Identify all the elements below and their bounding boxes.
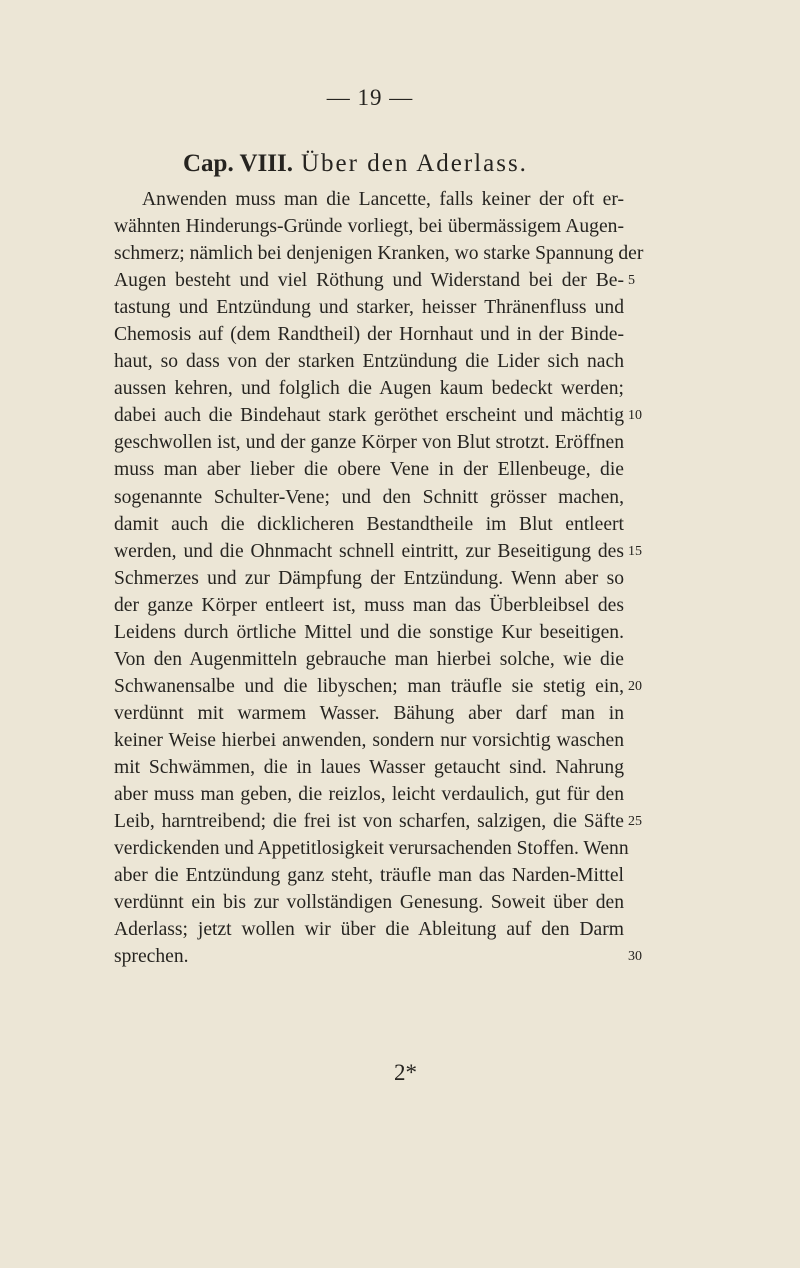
text-line — [114, 619, 624, 646]
text-line-content: verdünnt ein bis zur vollständigen Genesung. Soweit über den — [114, 892, 624, 914]
text-line — [114, 375, 624, 402]
line-number: 30 — [628, 949, 642, 965]
text-line-content: dabei auch die Bindehaut stark geröthet erscheint und mächtig — [114, 405, 624, 427]
text-line-content: aber die Entzündung ganz steht, träufle man das Narden-Mittel — [114, 865, 624, 887]
text-line-content: sogenannte Schulter-Vene; und den Schnitt grösser machen, — [114, 486, 624, 508]
text-line — [114, 538, 642, 565]
text-line-content: verdickenden und Appetitlosigkeit verursachenden Stoffen. Wenn — [114, 838, 629, 860]
text-line-content: Augen besteht und viel Röthung und Widerstand bei der Be- — [114, 270, 624, 292]
text-line-content: Schwanensalbe und die libyschen; man träufle sie stetig ein, — [114, 675, 624, 697]
text-line-content: damit auch die dicklicheren Bestandtheile im Blut entleert — [114, 513, 624, 535]
text-line — [114, 213, 624, 240]
text-line-content: haut, so dass von der starken Entzündung die Lider sich nach — [114, 351, 624, 373]
text-line — [114, 835, 629, 862]
chapter-number: Cap. VIII. — [183, 150, 293, 177]
text-line-content: wähnten Hinderungs-Gründe vorliegt, bei übermässigem Augen- — [114, 216, 624, 238]
text-line — [114, 700, 624, 727]
text-line — [114, 862, 624, 889]
text-line-content: Anwenden muss man die Lancette, falls keiner der oft er- — [142, 189, 624, 210]
chapter-title: Über den Aderlass. — [301, 150, 528, 177]
text-line-content: keiner Weise hierbei anwenden, sondern nur vorsichtig waschen — [114, 729, 624, 751]
text-line-content: sprechen. — [114, 946, 189, 968]
text-line-content: Aderlass; jetzt wollen wir über die Ableitung auf den Darm — [114, 919, 624, 941]
text-line — [114, 511, 624, 538]
line-number: 5 — [628, 273, 635, 289]
line-number: 25 — [628, 814, 642, 830]
text-line-content: aussen kehren, und folglich die Augen kaum bedeckt werden; — [114, 378, 624, 400]
text-line — [114, 456, 624, 483]
line-number: 20 — [628, 678, 642, 694]
text-line — [114, 808, 642, 835]
text-line-content: Chemosis auf (dem Randtheil) der Hornhaut und in der Binde- — [114, 324, 624, 346]
text-line-content: muss man aber lieber die obere Vene in der Ellenbeuge, die — [114, 459, 624, 481]
line-number: 15 — [628, 543, 642, 559]
text-line — [114, 267, 635, 294]
text-line-content: tastung und Entzündung und starker, heisser Thränenfluss und — [114, 297, 624, 319]
text-line — [114, 565, 624, 592]
text-line — [114, 673, 642, 700]
text-line — [114, 592, 624, 619]
text-line-content: werden, und die Ohnmacht schnell eintritt, zur Beseitigung des — [114, 540, 624, 562]
text-line — [114, 402, 642, 429]
signature-mark: 2* — [394, 1060, 417, 1085]
text-line-content: Schmerzes und zur Dämpfung der Entzündung. Wenn aber so — [114, 567, 624, 589]
text-line — [114, 484, 624, 511]
text-line-content: Von den Augenmitteln gebrauche man hierbei solche, wie die — [114, 648, 624, 670]
text-line — [114, 727, 624, 754]
text-line-content: verdünnt mit warmem Wasser. Bähung aber darf man in — [114, 702, 624, 724]
text-line-content: schmerz; nämlich bei denjenigen Kranken, wo starke Spannung der — [114, 243, 644, 265]
text-line — [114, 943, 642, 970]
text-line — [114, 754, 624, 781]
text-line — [114, 646, 624, 673]
text-line-content: Leidens durch örtliche Mittel und die sonstige Kur beseitigen. — [114, 621, 624, 643]
text-line — [114, 781, 624, 808]
line-number: 10 — [628, 408, 642, 424]
text-line — [114, 240, 644, 267]
text-line — [114, 294, 624, 321]
text-line-content: geschwollen ist, und der ganze Körper von Blut strotzt. Eröffnen — [114, 432, 624, 454]
chapter-heading — [183, 150, 528, 178]
text-line — [114, 321, 624, 348]
body-text — [114, 186, 644, 970]
text-line — [114, 429, 624, 456]
text-line-content: mit Schwämmen, die in laues Wasser getaucht sind. Nahrung — [114, 756, 624, 778]
text-line — [114, 889, 624, 916]
text-line-content: Leib, harntreibend; die frei ist von scharfen, salzigen, die Säfte — [114, 811, 624, 833]
text-line — [114, 916, 624, 943]
text-line — [114, 348, 624, 375]
page-number: — 19 — — [326, 85, 414, 110]
text-line-content: aber muss man geben, die reizlos, leicht verdaulich, gut für den — [114, 784, 624, 806]
text-line — [114, 186, 624, 213]
text-line-content: der ganze Körper entleert ist, muss man das Überbleibsel des — [114, 594, 624, 616]
